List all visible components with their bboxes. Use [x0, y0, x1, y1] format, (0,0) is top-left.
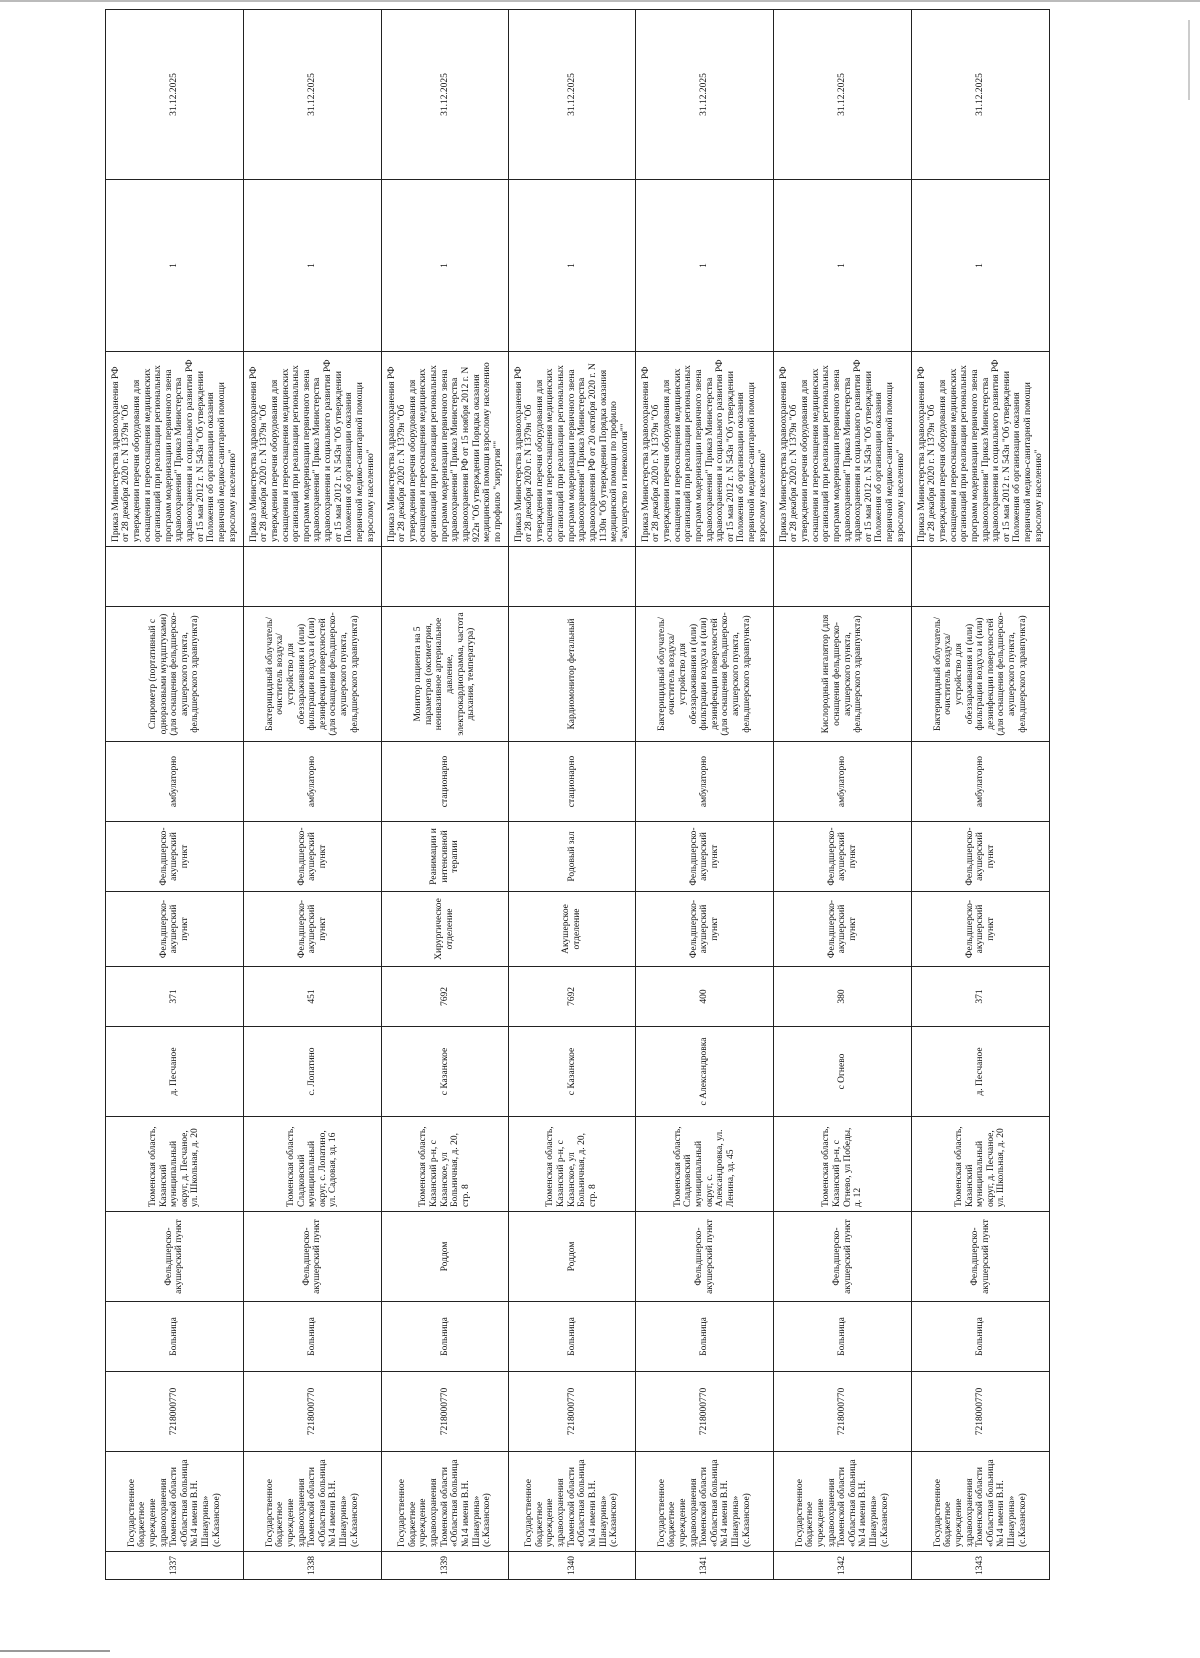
care-condition-cell: амбулаторно	[106, 742, 244, 822]
room-cell: Фельдшерско-акушерский пункт	[106, 822, 244, 892]
care-condition-cell: амбулаторно	[636, 742, 774, 822]
settlement-cell: д. Песчаное	[106, 1027, 244, 1117]
structural-unit-cell: Фельдшерско-акушерский пункт	[106, 1212, 244, 1302]
rotated-table-wrapper	[105, 73, 1050, 1580]
settlement-cell: с Казанское	[381, 1027, 508, 1117]
quantity-cell: 1	[106, 180, 244, 352]
room-cell: Реанимации и интенсивной терапии	[381, 822, 508, 892]
quantity-cell: 1	[381, 180, 508, 352]
room-cell: Фельдшерско-акушерский пункт	[243, 822, 381, 892]
room-cell: Фельдшерско-акушерский пункт	[636, 822, 774, 892]
room-cell: Фельдшерско-акушерский пункт	[912, 822, 1050, 892]
equipment-name-cell: Монитор пациента на 5 параметров (оксиметрия, неинвазивное артериальное давление, электрокардиограмма, частота дыхания, температура)	[381, 607, 508, 742]
empty-cell	[636, 547, 774, 607]
room-cell: Фельдшерско-акушерский пункт	[774, 822, 912, 892]
row-number-cell: 1337	[106, 1552, 244, 1580]
population-cell: 371	[106, 967, 244, 1027]
equipment-name-cell: Кислородный ингалятор (для оснащения фельдшерско-акушерского пункта, фельдшерского здравпункта)	[774, 607, 912, 742]
quantity-cell: 1	[243, 180, 381, 352]
quantity-cell: 1	[912, 180, 1050, 352]
structural-unit-cell: Фельдшерско-акушерский пункт	[912, 1212, 1050, 1302]
institution-type-cell: Больница	[774, 1302, 912, 1372]
structural-unit-cell: Фельдшерско-акушерский пункт	[636, 1212, 774, 1302]
deadline-date-cell: 31.12.2025	[774, 10, 912, 180]
institution-type-cell: Больница	[381, 1302, 508, 1372]
institution-type-cell: Больница	[243, 1302, 381, 1372]
empty-cell	[106, 547, 244, 607]
inn-cell: 7218000770	[243, 1372, 381, 1452]
care-condition-cell: стационарно	[381, 742, 508, 822]
row-number-cell: 1343	[912, 1552, 1050, 1580]
row-number-cell: 1340	[509, 1552, 636, 1580]
deadline-date-cell: 31.12.2025	[381, 10, 508, 180]
inn-cell: 7218000770	[912, 1372, 1050, 1452]
equipment-name-cell: Кардиомонитор фетальный	[509, 607, 636, 742]
legal-basis-cell: Приказ Министерства здравоохранения РФ от 28 декабря 2020 г. N 1379н "Об утверждении перечня оборудования для оснащения и переоснащения медицинских организаций при реализации региональных программ модернизации первичного звена здравоохранения" Приказ Министерства здравоохранения и социального развития РФ от 15 мая 2012 г. N 543н "Об утверждении Положения об организации оказания первичной медико-санитарной помощи взрослому населению"	[774, 352, 912, 547]
population-cell: 371	[912, 967, 1050, 1027]
row-number-cell: 1338	[243, 1552, 381, 1580]
deadline-date-cell: 31.12.2025	[243, 10, 381, 180]
population-cell: 7692	[381, 967, 508, 1027]
department-cell: Фельдшерско-акушерский пункт	[912, 892, 1050, 967]
empty-cell	[509, 547, 636, 607]
structural-unit-cell: Роддом	[381, 1212, 508, 1302]
equipment-name-cell: Бактерицидный облучатель/очиститель воздуха/устройство для обеззараживания и (или) фильтрации воздуха и (или) дезинфекции поверхностей (для оснащения фельдшерско-акушерского пункта, фельдшерского здравпункта)	[243, 607, 381, 742]
organization-name-cell: Государственное бюджетное учреждение здравоохранения Тюменской области «Областная больница №14 имени В.Н. Шанаурина» (с.Казанское)	[912, 1452, 1050, 1552]
empty-cell	[381, 547, 508, 607]
inn-cell: 7218000770	[774, 1372, 912, 1452]
legal-basis-cell: Приказ Министерства здравоохранения РФ от 28 декабря 2020 г. N 1379н "Об утверждении перечня оборудования для оснащения и переоснащения медицинских организаций при реализации региональных программ модернизации первичного звена здравоохранения" Приказ Министерства здравоохранения РФ от 15 ноября 2012 г. N 922н "Об утверждении Порядка оказания медицинской помощи взрослому населению по профилю "хирургия""	[381, 352, 508, 547]
table-row	[912, 10, 1050, 1580]
scan-edge-right	[1188, 20, 1190, 100]
population-cell: 380	[774, 967, 912, 1027]
institution-type-cell: Больница	[912, 1302, 1050, 1372]
row-number-cell: 1339	[381, 1552, 508, 1580]
organization-name-cell: Государственное бюджетное учреждение здравоохранения Тюменской области «Областная больница №14 имени В.Н. Шанаурина» (с.Казанское)	[509, 1452, 636, 1552]
institution-type-cell: Больница	[106, 1302, 244, 1372]
empty-cell	[912, 547, 1050, 607]
quantity-cell: 1	[509, 180, 636, 352]
equipment-name-cell: Спирометр (портативный с одноразовыми мундштуками) (для оснащения фельдшерско-акушерского пункта, фельдшерского здравпункта)	[106, 607, 244, 742]
address-cell: Тюменская область, Казанский муниципальный округ, д. Песчаное, ул. Школьная, д. 20	[106, 1117, 244, 1212]
settlement-cell: с Казанское	[509, 1027, 636, 1117]
care-condition-cell: стационарно	[509, 742, 636, 822]
legal-basis-cell: Приказ Министерства здравоохранения РФ от 28 декабря 2020 г. N 1379н "Об утверждении перечня оборудования для оснащения и переоснащения медицинских организаций при реализации региональных программ модернизации первичного звена здравоохранения" Приказ Министерства здравоохранения и социального развития РФ от 15 мая 2012 г. N 543н "Об утверждении Положения об организации оказания первичной медико-санитарной помощи взрослому населению"	[636, 352, 774, 547]
organization-name-cell: Государственное бюджетное учреждение здравоохранения Тюменской области «Областная больница №14 имени В.Н. Шанаурина» (с.Казанское)	[381, 1452, 508, 1552]
address-cell: Тюменская область, Казанский р-н, с Казанское, ул Больничная, д. 20, стр. 8	[509, 1117, 636, 1212]
table-row	[381, 10, 508, 1580]
inn-cell: 7218000770	[636, 1372, 774, 1452]
department-cell: Фельдшерско-акушерский пункт	[106, 892, 244, 967]
structural-unit-cell: Роддом	[509, 1212, 636, 1302]
address-cell: Тюменская область, Сладковский муниципальный округ, с. Лопатино, ул. Садовая, зд. 16	[243, 1117, 381, 1212]
organization-name-cell: Государственное бюджетное учреждение здравоохранения Тюменской области «Областная больница №14 имени В.Н. Шанаурина» (с.Казанское)	[636, 1452, 774, 1552]
deadline-date-cell: 31.12.2025	[509, 10, 636, 180]
institution-type-cell: Больница	[636, 1302, 774, 1372]
empty-cell	[243, 547, 381, 607]
organization-name-cell: Государственное бюджетное учреждение здравоохранения Тюменской области «Областная больница №14 имени В.Н. Шанаурина» (с.Казанское)	[243, 1452, 381, 1552]
department-cell: Хирургическое отделение	[381, 892, 508, 967]
quantity-cell: 1	[774, 180, 912, 352]
care-condition-cell: амбулаторно	[774, 742, 912, 822]
institution-type-cell: Больница	[509, 1302, 636, 1372]
organization-name-cell: Государственное бюджетное учреждение здравоохранения Тюменской области «Областная больница №14 имени В.Н. Шанаурина» (с.Казанское)	[106, 1452, 244, 1552]
deadline-date-cell: 31.12.2025	[912, 10, 1050, 180]
row-number-cell: 1342	[774, 1552, 912, 1580]
legal-basis-cell: Приказ Министерства здравоохранения РФ от 28 декабря 2020 г. N 1379н "Об утверждении перечня оборудования для оснащения и переоснащения медицинских организаций при реализации региональных программ модернизации первичного звена здравоохранения" Приказ Министерства здравоохранения и социального развития РФ от 15 мая 2012 г. N 543н "Об утверждении Положения об организации оказания первичной медико-санитарной помощи взрослому населению"	[243, 352, 381, 547]
equipment-name-cell: Бактерицидный облучатель/очиститель воздуха/устройство для обеззараживания и (или) фильтрации воздуха и (или) дезинфекции поверхностей (для оснащения фельдшерско-акушерского пункта, фельдшерского здравпункта)	[912, 607, 1050, 742]
settlement-cell: с Александровка	[636, 1027, 774, 1117]
care-condition-cell: амбулаторно	[243, 742, 381, 822]
population-cell: 7692	[509, 967, 636, 1027]
table-body	[106, 10, 1050, 1580]
scan-edge-bottom	[0, 1650, 110, 1652]
settlement-cell: с. Лопатино	[243, 1027, 381, 1117]
address-cell: Тюменская область, Казанский р-н, с Казанское, ул Больничная, д. 20, стр. 8	[381, 1117, 508, 1212]
address-cell: Тюменская область, Казанский муниципальный округ, д. Песчаное, ул. Школьная, д. 20	[912, 1117, 1050, 1212]
inn-cell: 7218000770	[381, 1372, 508, 1452]
table-row	[774, 10, 912, 1580]
legal-basis-cell: Приказ Министерства здравоохранения РФ от 28 декабря 2020 г. N 1379н "Об утверждении перечня оборудования для оснащения и переоснащения медицинских организаций при реализации региональных программ модернизации первичного звена здравоохранения" Приказ Министерства здравоохранения РФ от 20 октября 2020 г. N 1130н "Об утверждении Порядка оказания медицинской помощи по профилю "акушерство и гинекология""	[509, 352, 636, 547]
department-cell: Фельдшерско-акушерский пункт	[636, 892, 774, 967]
inn-cell: 7218000770	[106, 1372, 244, 1452]
legal-basis-cell: Приказ Министерства здравоохранения РФ от 28 декабря 2020 г. N 1379н "Об утверждении перечня оборудования для оснащения и переоснащения медицинских организаций при реализации региональных программ модернизации первичного звена здравоохранения" Приказ Министерства здравоохранения и социального развития РФ от 15 мая 2012 г. N 543н "Об утверждении Положения об организации оказания первичной медико-санитарной помощи взрослому населению"	[912, 352, 1050, 547]
structural-unit-cell: Фельдшерско-акушерский пункт	[243, 1212, 381, 1302]
population-cell: 451	[243, 967, 381, 1027]
department-cell: Фельдшерско-акушерский пункт	[243, 892, 381, 967]
department-cell: Акушерское отделение	[509, 892, 636, 967]
settlement-cell: с Огнево	[774, 1027, 912, 1117]
row-number-cell: 1341	[636, 1552, 774, 1580]
structural-unit-cell: Фельдшерско-акушерский пункт	[774, 1212, 912, 1302]
equipment-name-cell: Бактерицидный облучатель/очиститель воздуха/устройство для обеззараживания и (или) фильтрации воздуха и (или) дезинфекции поверхностей (для оснащения фельдшерско-акушерского пункта, фельдшерского здравпункта)	[636, 607, 774, 742]
address-cell: Тюменская область, Сладковский муниципальный округ, с. Александровка, ул. Ленина, зд. 45	[636, 1117, 774, 1212]
quantity-cell: 1	[636, 180, 774, 352]
population-cell: 400	[636, 967, 774, 1027]
table-row	[509, 10, 636, 1580]
table-row	[636, 10, 774, 1580]
scan-edge-top	[0, 0, 1200, 2]
equipment-register-table	[105, 9, 1050, 1580]
settlement-cell: д. Песчаное	[912, 1027, 1050, 1117]
room-cell: Родовый зал	[509, 822, 636, 892]
table-row	[106, 10, 244, 1580]
legal-basis-cell: Приказ Министерства здравоохранения РФ от 28 декабря 2020 г. N 1379н "Об утверждении перечня оборудования для оснащения и переоснащения медицинских организаций при реализации региональных программ модернизации первичного звена здравоохранения" Приказ Министерства здравоохранения и социального развития РФ от 15 мая 2012 г. N 543н "Об утверждении Положения об организации оказания первичной медико-санитарной помощи взрослому населению"	[106, 352, 244, 547]
table-row	[243, 10, 381, 1580]
deadline-date-cell: 31.12.2025	[636, 10, 774, 180]
deadline-date-cell: 31.12.2025	[106, 10, 244, 180]
department-cell: Фельдшерско-акушерский пункт	[774, 892, 912, 967]
organization-name-cell: Государственное бюджетное учреждение здравоохранения Тюменской области «Областная больница №14 имени В.Н. Шанаурина» (с.Казанское)	[774, 1452, 912, 1552]
inn-cell: 7218000770	[509, 1372, 636, 1452]
address-cell: Тюменская область, Казанский р-н, с Огнево, ул Победы, д. 12	[774, 1117, 912, 1212]
empty-cell	[774, 547, 912, 607]
care-condition-cell: амбулаторно	[912, 742, 1050, 822]
